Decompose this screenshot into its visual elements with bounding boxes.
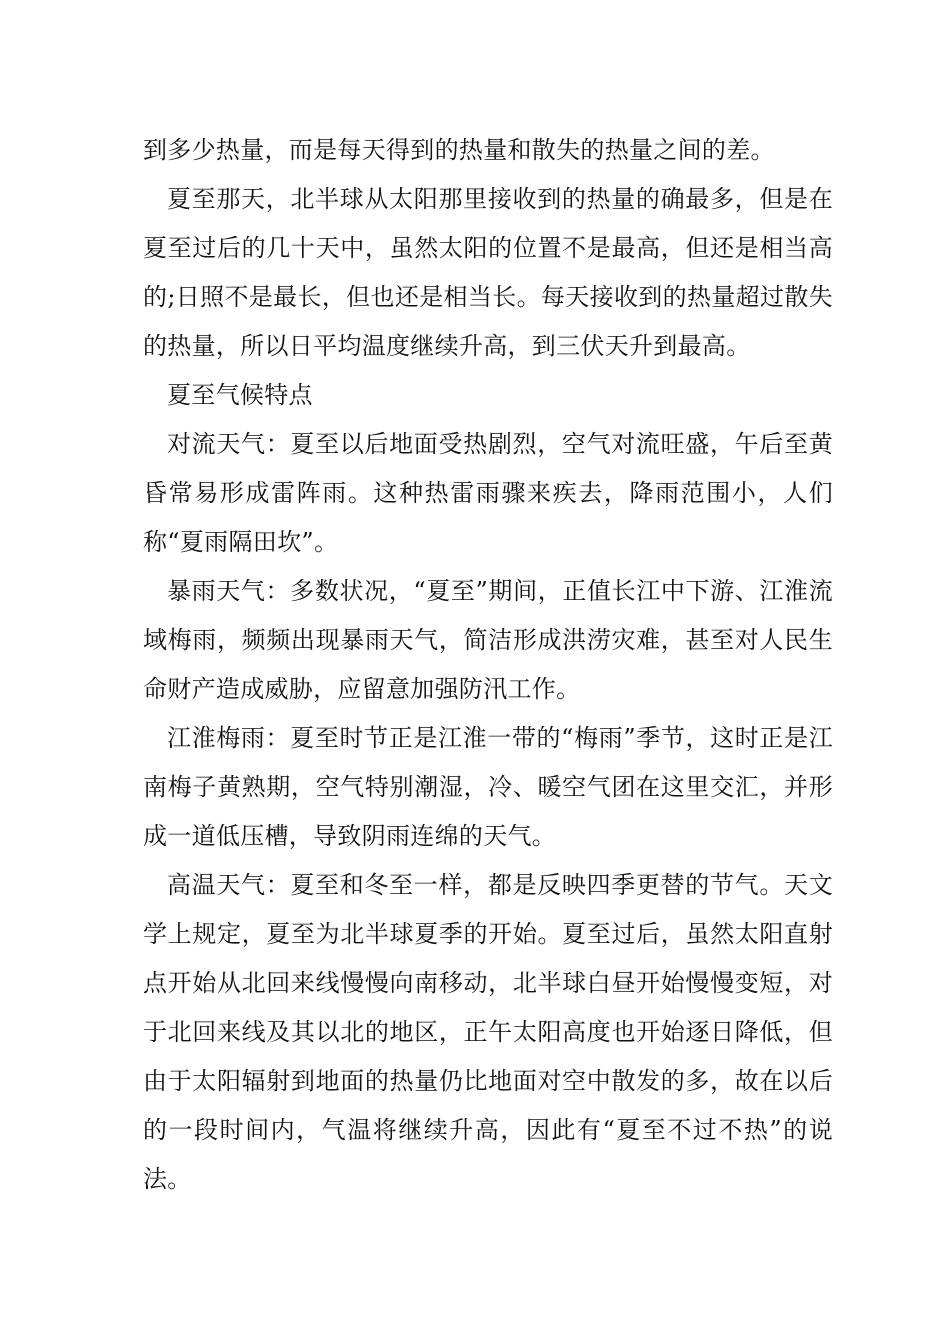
paragraph-high-temperature: 高温天气：夏至和冬至一样，都是反映四季更替的节气。天文学上规定，夏至为北半球夏季的开始。夏至过后，虽然太阳直射点开始从北回来线慢慢向南移动，北半球白昼开始慢慢变短，对于北回来线及其以北的地区，正午太阳高度也开始逐日降低，但由于太阳辐射到地面的热量仍比地面对空中散发的多，故在以后的一段时间内，气温将继续升高，因此有“夏至不过不热”的说法。: [143, 871, 833, 1193]
section-heading-climate-features: 夏至气候特点: [167, 381, 313, 409]
paragraph-plum-rain: 江淮梅雨：夏至时节正是江淮一带的“梅雨”季节，这时正是江南梅子黄熟期，空气特别潮湿，冷、暖空气团在这里交汇，并形成一道低压槽，导致阴雨连绵的天气。: [143, 724, 833, 850]
paragraph-continuation: 到多少热量，而是每天得到的热量和散失的热量之间的差。: [143, 136, 775, 164]
paragraph-convective-weather: 对流天气：夏至以后地面受热剧烈，空气对流旺盛，午后至黄昏常易形成雷阵雨。这种热雷雨骤来疾去，降雨范围小，人们称“夏雨隔田坎”。: [143, 430, 833, 556]
document-body: [143, 126, 833, 1204]
paragraph-summer-solstice-heat: 夏至那天，北半球从太阳那里接收到的热量的确最多，但是在夏至过后的几十天中，虽然太阳的位置不是最高，但还是相当高的;日照不是最长，但也还是相当长。每天接收到的热量超过散失的热量，所以日平均温度继续升高，到三伏天升到最高。: [143, 185, 833, 360]
paragraph-rainstorm-weather: 暴雨天气：多数状况，“夏至”期间，正值长江中下游、江淮流域梅雨，频频出现暴雨天气，简洁形成洪涝灾难，甚至对人民生命财产造成威胁，应留意加强防汛工作。: [143, 577, 833, 703]
